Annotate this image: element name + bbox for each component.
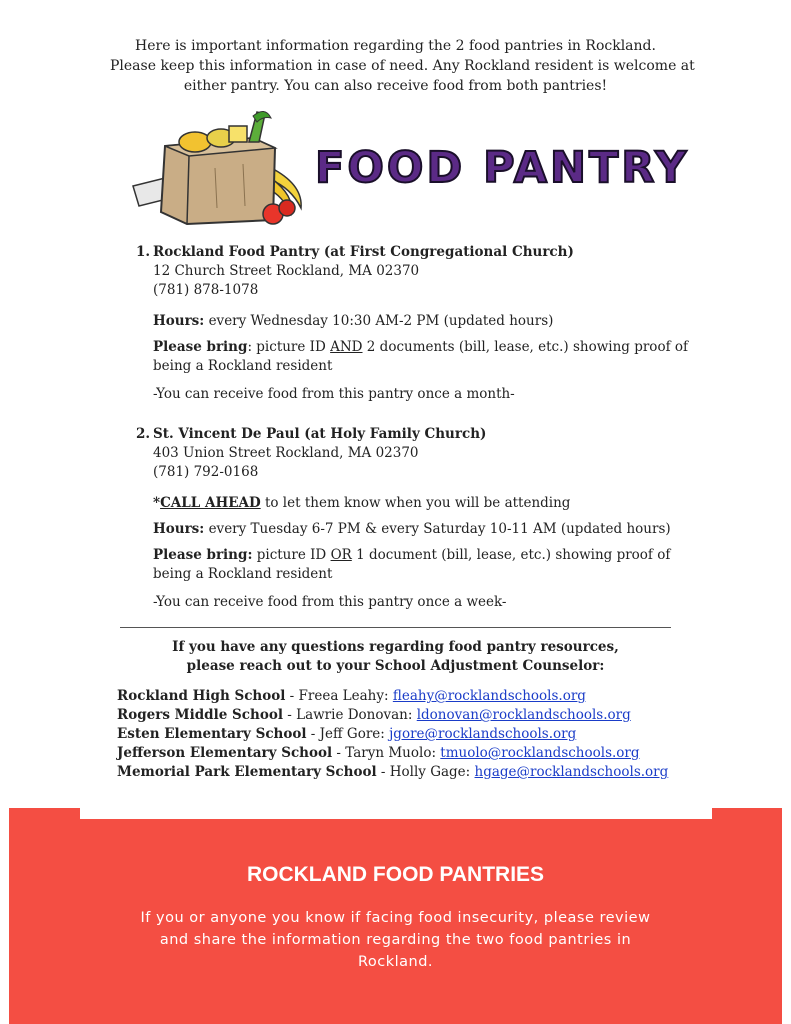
pantry-bring-line2: being a Rockland resident [153, 566, 333, 582]
pantry-name: Rockland Food Pantry (at First Congregational Church) [153, 244, 574, 260]
questions-line: please reach out to your School Adjustment Counselor: [186, 658, 605, 674]
intro-paragraph [110, 36, 695, 96]
questions-line: If you have any questions regarding food pantry resources, [172, 639, 619, 655]
footer-line: If you or anyone you know if facing food insecurity, please review [140, 910, 651, 926]
pantry-phone: (781) 792-0168 [153, 464, 259, 480]
pantry-hours: Hours: every Wednesday 10:30 AM-2 PM (updated hours) [153, 313, 554, 329]
intro-line: either pantry. You can also receive food from both pantries! [183, 78, 608, 94]
email-link[interactable]: ldonovan@rocklandschools.org [416, 707, 631, 723]
grocery-bag-icon [125, 108, 315, 228]
contact-row: Memorial Park Elementary School - Holly Gage: hgage@rocklandschools.org [117, 764, 669, 780]
pantry-call-ahead: *CALL AHEAD to let them know when you will be attending [153, 495, 571, 511]
email-link[interactable]: fleahy@rocklandschools.org [392, 688, 586, 704]
contact-row: Rockland High School - Freea Leahy: fleahy@rocklandschools.org [117, 688, 586, 704]
pantry-bring: Please bring: picture ID OR 1 document (bill, lease, etc.) showing proof of [153, 547, 671, 563]
contact-row: Jefferson Elementary School - Taryn Muolo: tmuolo@rocklandschools.org [117, 745, 640, 761]
pantry-hours: Hours: every Tuesday 6-7 PM & every Saturday 10-11 AM (updated hours) [153, 521, 671, 537]
food-pantry-banner [125, 108, 690, 228]
footer-notch [80, 808, 712, 819]
email-link[interactable]: jgore@rocklandschools.org [389, 726, 577, 742]
pantry-bring: Please bring: picture ID AND 2 documents (bill, lease, etc.) showing proof of [153, 339, 688, 355]
banner-title: FOOD PANTRY [315, 143, 690, 193]
questions-heading [120, 638, 671, 676]
pantry-address: 12 Church Street Rockland, MA 02370 [153, 263, 420, 279]
pantry-frequency: -You can receive food from this pantry once a month- [153, 386, 515, 402]
contact-row: Rogers Middle School - Lawrie Donovan: ldonovan@rocklandschools.org [117, 707, 631, 723]
list-number: 2. [136, 426, 151, 442]
pantry-address: 403 Union Street Rockland, MA 02370 [153, 445, 419, 461]
footer-line: and share the information regarding the two food pantries in [159, 932, 632, 948]
pantry-frequency: -You can receive food from this pantry once a week- [153, 594, 507, 610]
contact-row: Esten Elementary School - Jeff Gore: jgore@rocklandschools.org [117, 726, 577, 742]
counselor-contacts [117, 687, 677, 782]
pantry-name: St. Vincent De Paul (at Holy Family Church) [153, 426, 487, 442]
section-divider [120, 627, 671, 628]
pantry-bring-line2: being a Rockland resident [153, 358, 333, 374]
intro-line: Here is important information regarding the 2 food pantries in Rockland. [135, 38, 656, 54]
email-link[interactable]: hgage@rocklandschools.org [474, 764, 669, 780]
email-link[interactable]: tmuolo@rocklandschools.org [440, 745, 640, 761]
footer-title: ROCKLAND FOOD PANTRIES [246, 863, 545, 886]
list-number: 1. [136, 244, 151, 260]
pantry-phone: (781) 878-1078 [153, 282, 259, 298]
footer-text [100, 907, 691, 973]
footer-line: Rockland. [357, 954, 434, 970]
intro-line: Please keep this information in case of need. Any Rockland resident is welcome at [110, 58, 695, 74]
